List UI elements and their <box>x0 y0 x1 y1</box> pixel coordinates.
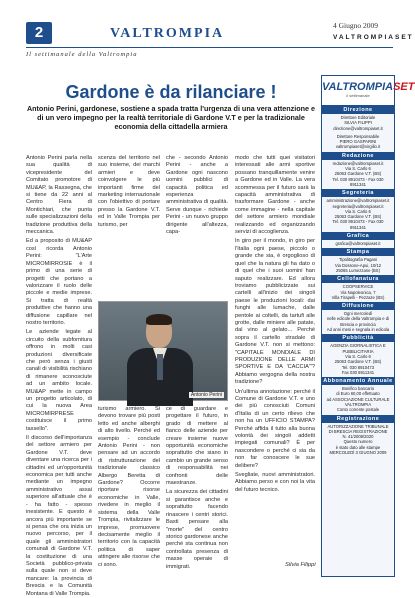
masthead: VALTROMPIA <box>110 26 225 41</box>
sidebar-line: N. 41/2008/2020 <box>342 434 374 440</box>
page-number: 2 <box>26 22 52 44</box>
sidebar-line: Questo numero <box>343 439 373 445</box>
sidebar-logo <box>322 76 415 106</box>
sidebar-line: Via S. Carlo 6 <box>345 353 371 359</box>
sidebar-line: 25065 Lumezzane (BS) <box>336 267 380 273</box>
sidebar-line: Villa Tirapelli - Pezzaze (BS) <box>331 294 385 300</box>
sidebar-line: redazione@valtrompiaset.it <box>332 160 384 166</box>
sidebar-text <box>322 114 394 133</box>
sidebar-line: Conto corrente postale <box>336 407 380 413</box>
sidebar-line: PIERO GASPARINI <box>339 139 377 145</box>
paragraph: Antonio Perini parla nella sua qualità di vicepresidente del Comitato promotore di MU&AP, la Rassegna, che si tiene da 22 anni al Centro Fiera di Montichiari, che punta sulle specializzazioni della tradizione produttiva della meccanica. <box>26 155 92 236</box>
sidebar-line: amministrazione@valtrompiaset.it <box>326 198 390 204</box>
paragraph: Le aziende legate al circuito della subfornitura offrono in molti casi produzioni diversificate che però senza i giusti canali di visibilità rischiano di rimanere sconosciute ad un ambito locale. MU&AP mette in campo un progetto articolato, di cui la nuova Area MICROMIRPRESE costituisce il primo tassello". <box>26 329 92 432</box>
paragraph: La sicurezza dei cittadini si garantisce anche e soprattutto facendo rinascere i centri storici. Basti pensare alla "morte" del centro storico gardonese anche perché sta continua non controllata presenza di masse operaie di immigrati. <box>166 489 228 570</box>
sidebar-text <box>322 385 394 414</box>
paragraph: modo che tutti quei visitatori interessati alle armi sportive possano tranquillamente venire a Gardone ed in Valle. La vera scommessa per il futuro sarà la capacità amministrativa di trasformare Gardone - anche come immagine - nella capitale del settore armiero mondiale realizzando ed organizzando servizi di accoglienza. <box>235 155 315 236</box>
sidebar-line: segreteria@valtrompiaset.it <box>332 203 384 209</box>
paragraph: Svegliate, nuovi amministratori. Abbiamo perso e con noi la vita del futuro tecnico. <box>235 472 315 493</box>
paragraph: Un'ultima annotazione: perché il Comune di Gardone V.T. e uno dei più conosciuti Comuni d'Italia di un certo rilievo che non ha un UFFICIO STAMPA? Perché affida il tutto alla buona volontà dei singoli addetti impiegati comunali? È per nascondere o perché ci sia da non far conoscere le sue delibere? <box>235 388 315 469</box>
paragraph: In giro per il mondo, in giro per l'Italia ogni paese, piccolo o grande che sia, è orgoglioso di quel che la natura gli ha dato o di quel che i suoi uomini han saputo realizzare. Ed allora troviamo pubblicizzate sui cartelli all'inizio dei singoli paese le produzioni locali: dai funghi alle lumache, dalle pentole ai coltelli, da tartufi alle grotte, dalle miniere alle patate, dal vino al gelato... Perché sopra il cartello stradale di Gardone V.T. non si mettono: "CAPITALE MONDIALE DI PRODUZIONE DELLE ARMI SPORTIVE E DA 'CACCIA'"? Abbiamo vergogna della nostra tradizione? <box>235 238 315 386</box>
logo-word-a: VALTROMPIA <box>322 81 394 93</box>
sidebar-text <box>322 423 394 458</box>
sidebar-heading: Diffusione <box>322 302 394 310</box>
sidebar-line: Direttore Editoriale <box>340 115 376 120</box>
sidebar-line: 25063 Gardone V.T. (BS) <box>334 359 382 365</box>
logo-tagline: il settimanale <box>346 93 370 98</box>
sidebar-blocks <box>322 106 394 457</box>
sidebar-line: Via S. Carlo 6 <box>345 166 371 172</box>
sidebar-heading: Grafica <box>322 232 394 240</box>
sidebar-line: ad ASSOCIAZIONE CULTURALE VALTROMPIA <box>326 396 390 407</box>
portrait-photo <box>98 301 228 401</box>
photo-tie-shape <box>157 354 163 380</box>
sidebar-heading: Segreteria <box>322 189 394 197</box>
article-column-2b <box>166 155 228 297</box>
article-column-2a <box>98 155 160 297</box>
sidebar-line: Direttore Responsabile <box>336 133 380 139</box>
article-column-2d <box>166 406 228 574</box>
sidebar-heading: Registrazione <box>322 415 394 423</box>
sidebar-text <box>322 310 394 334</box>
paragraph: che - secondo Antonio Perini - anche a Gardone ogni nascono uomini pubblici di capacità politica ed esperienza amministrativa di qualità. Serve dunque - richiede Perini - un nuovo gruppo dirigente all'altezza, capa- <box>166 155 228 236</box>
sidebar-line: DI BRESCIA REGISTRAZIONE <box>328 428 388 434</box>
author-signature: Silvia Filippi <box>285 562 316 568</box>
article-column-3 <box>235 155 315 575</box>
brand-name: VALTROMPIASET <box>333 34 414 41</box>
article-headline: Gardone è da rilanciare ! <box>65 82 277 102</box>
article-lead: Antonio Perini, gardonese, sostiene a spada tratta l'urgenza di una vera attenzione e di un vero impegno per la realtà territoriale di Gardone V.T e per la tradizionale economia della cittadella armiera <box>26 104 316 132</box>
sidebar-text <box>322 197 394 232</box>
sidebar-line: Via Dossone-Apui, 10/12 <box>334 262 382 268</box>
sidebar-line: grafica@valtrompiaset.it <box>335 241 381 247</box>
logo-word-b: SET <box>393 81 415 93</box>
sidebar-line: Tel. 030 8910473 <box>341 364 375 370</box>
sidebar-line: MERCOLEDÌ 3 GIUGNO 2009 <box>329 450 387 456</box>
sidebar-line: SILVIA FILIPPI <box>344 120 372 126</box>
sidebar-line: nelle edicole della Valtrompia e di Brescia e provincia <box>326 316 390 327</box>
sidebar-heading: Redazione <box>322 152 394 160</box>
sidebar-line: Via S. Carlo 6 <box>345 208 371 214</box>
sidebar-line: 25063 Gardone V.T. (BS) <box>334 171 382 177</box>
paragraph: turismo armiero. Si devono trovare più posti letto ed anche alberghi di alto livello. Perché ed esempio - conclude Antonio Perini - non pensare ad un accordo di ristrutturazione del tradizionale classico Albergo Beretta di Gardone? Occorre riportare risorse economiche in Valle, rivedere in meglio il sistema della Valle Trompia, rivitalizzare le imprese, promuovere decisamente meglio il territorio con la capacità politica di saper attingere alle risorse che ci sono. <box>98 406 160 568</box>
sidebar-line: 25063 Gardone V.T. (BS) <box>334 214 382 220</box>
subtitle: Il settimanale della Valtrompia <box>26 51 138 58</box>
sidebar-heading: Cellofanatura <box>322 275 394 283</box>
sidebar-line: Tipolitografia Pagani <box>338 257 378 263</box>
header-rule <box>26 47 393 48</box>
paragraph: ce di guardare e progettare il futuro, in grado di mettere al fianco delle aziende per creare insieme nuove opportunità economiche soprattutto che siano in cambio un grande senso di responsabilità nei confronti delle maestranze. <box>166 406 228 487</box>
sidebar-line: Ogni mercoledì <box>343 311 373 317</box>
sidebar-line: direzione@valtrompiaset.it <box>333 125 383 131</box>
sidebar-heading: Stampa <box>322 248 394 256</box>
sidebar-heading: Abbonamento Annuale <box>323 378 393 385</box>
sidebar-line: Fax 030 8911341 <box>341 369 375 375</box>
sidebar-line: Tel. 030 8910473 - Fax 030 8911341 <box>332 219 384 230</box>
sidebar-text <box>322 240 394 248</box>
photo-hair-shape <box>146 314 172 325</box>
issue-date: 4 Giugno 2009 <box>333 21 378 30</box>
sidebar-line: COOPSERVICE <box>342 284 374 290</box>
paragraph: Il discorso dell'importanza del settore armiero per Gardone V.T. deve diventare una ricerca per i cittadini ed un'opportunità economica per tutti anche mediante un impegno amministrativo assai superiore all'attuale che è - ha fatto - spesso inesistente. E questo è ancora più importante se si pensa che ora inizia un nuovo percorso, per il quale gli amministratori comunali di Gardone V.T. la costituzione di una Società pubblico-privata sulla quale non si deve mancare: la provincia di Brescia e la Comunità Montana di Valle Trompia. <box>26 435 92 597</box>
sidebar-line: Ad anni mesi e segnala in edicola <box>326 327 390 333</box>
sidebar-line: Tel. 030 8910473 - Fax 030 8911341 <box>332 176 384 187</box>
photo-caption: Antonio Perini <box>190 392 222 398</box>
article-column-1 <box>26 155 92 597</box>
sidebar-line: è stato dato alle stampe <box>335 444 381 450</box>
sidebar-text <box>322 342 394 377</box>
paragraph: scenza del territorio nel suo insieme, dei marchi armieri e deve coinvolgere le più importanti firme del marketing internazionale con l'obiettivo di portare presso la Gardone V.T. ed in Valle Trompia per turismo, per <box>98 155 160 228</box>
logo-wordmark <box>322 81 415 93</box>
colophon-sidebar <box>321 75 415 577</box>
sidebar-text <box>322 133 394 152</box>
sidebar-line: Bonifico bancario <box>341 386 375 392</box>
sidebar-line: valtrompiaset@virgilio.it <box>335 144 381 150</box>
sidebar-line: di Euro 60,00 effettuato <box>336 391 380 397</box>
sidebar-text <box>322 256 394 275</box>
sidebar-line: AUTORIZZAZIONE TRIBUNALE <box>327 423 389 429</box>
article-column-2c <box>98 406 160 574</box>
paragraph: Ed a proposito di MU&AP così ricorda Antonio Perini: "L'Arte MICROMIRROSIE è il primo di una serie di progetti che portano a valorizzare il ruolo delle piccole e medie imprese. Si tratta di realtà produttive che hanno una diffusione capillare nel nostro territorio. <box>26 238 92 326</box>
sidebar-text <box>322 283 394 302</box>
sidebar-heading: Direzione <box>322 106 394 114</box>
sidebar-text <box>322 160 394 189</box>
sidebar-heading: Pubblicità <box>322 334 394 342</box>
sidebar-line: Via Napoleonica, 7 <box>340 289 376 295</box>
sidebar-line: AGENZIA GIORNALISTICA E PUBBLICITARIA <box>330 343 386 354</box>
